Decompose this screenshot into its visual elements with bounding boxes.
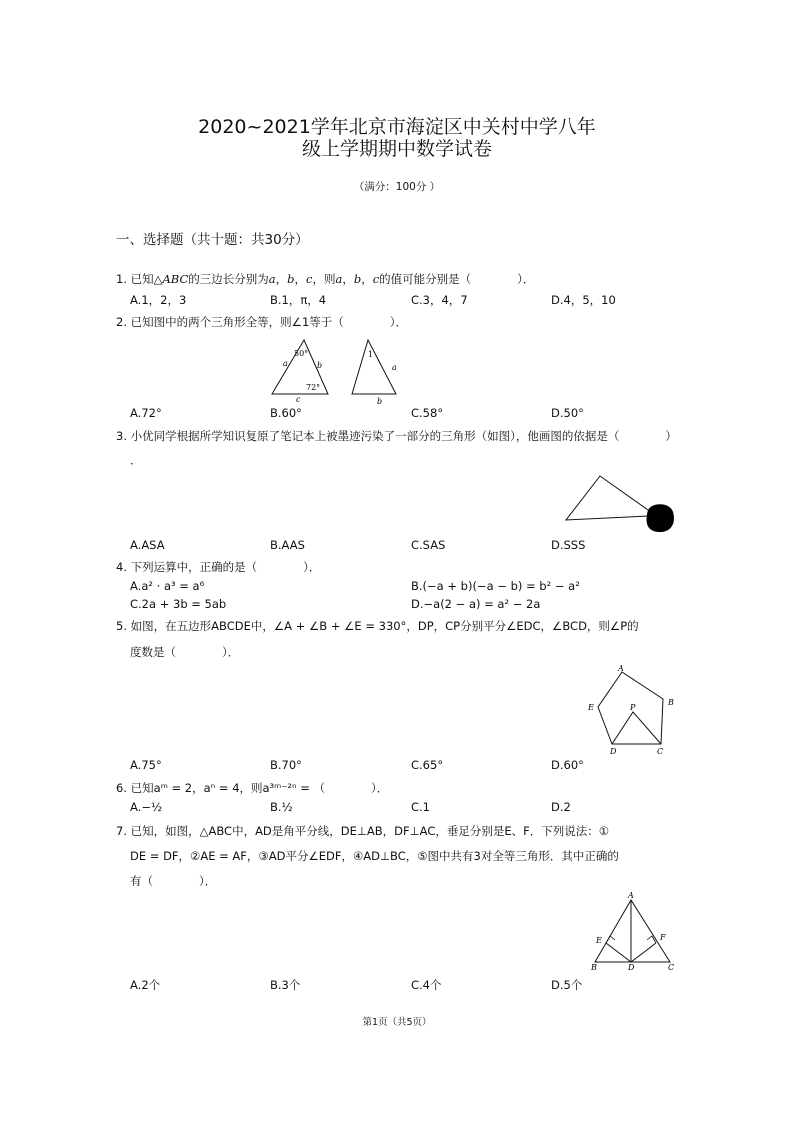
page-number: 第1页（共5页） [362, 1017, 432, 1028]
q5-label-P: P [630, 703, 636, 712]
q7-label-C: C [668, 963, 675, 972]
question-4-option-a[interactable]: A.a² · a³ = a⁶ [130, 579, 205, 593]
question-5-option-a[interactable]: A.75° [130, 758, 162, 772]
q2-angle-50: 50° [294, 349, 309, 358]
question-7-stem-cont-2: 有（ ）． [130, 874, 217, 888]
q5-label-B: B [668, 698, 674, 707]
question-2-option-c[interactable]: C.58° [411, 406, 444, 420]
question-3-option-a[interactable]: A.ASA [130, 538, 165, 552]
q5-label-D: D [610, 747, 617, 756]
q2-label-b-right: b [377, 397, 383, 406]
question-4-option-b[interactable]: B.(−a + b)(−a − b) = b² − a² [411, 579, 580, 593]
question-2-option-b[interactable]: B.60° [270, 406, 302, 420]
q2-label-a-right: a [392, 363, 397, 372]
section-title: 一、选择题（共十题：共30分） [116, 232, 309, 248]
question-7-option-a[interactable]: A.2个 [130, 978, 161, 992]
question-7-option-c[interactable]: C.4个 [411, 978, 442, 992]
question-6-option-b[interactable]: B.½ [270, 800, 293, 814]
question-4-option-c[interactable]: C.2a + 3b = 5ab [130, 597, 227, 611]
question-3-option-d[interactable]: D.SSS [551, 538, 586, 552]
question-6-option-c[interactable]: C.1 [411, 800, 431, 814]
q2-angle-1: 1 [368, 350, 374, 359]
question-1-option-a[interactable]: A.1，2，3 [130, 293, 187, 307]
question-5-stem-cont: 度数是（ ）． [130, 645, 240, 659]
page-title-line-2: 级上学期期中数学试卷 [301, 138, 492, 160]
question-3-stem-cont: ． [130, 453, 142, 467]
full-score-note: （满分：100分 ） [353, 181, 441, 193]
question-3-figure [560, 470, 680, 538]
q7-label-B: B [591, 963, 597, 972]
question-5-figure [585, 662, 680, 757]
question-3-option-c[interactable]: C.SAS [411, 538, 446, 552]
question-6-option-a[interactable]: A.−½ [130, 800, 163, 814]
q2-label-c-left: c [296, 395, 301, 404]
question-1-option-d[interactable]: D.4，5，10 [551, 293, 616, 307]
question-1-option-c[interactable]: C.3，4，7 [411, 293, 468, 307]
q7-label-D: D [628, 963, 635, 972]
question-3-stem: 3. 小优同学根据所学知识复原了笔记本上被墨迹污染了一部分的三角形（如图），他画图的依据是（ ） [116, 429, 677, 443]
page-title-line-1: 2020~2021学年北京市海淀区中关村中学八年 [198, 116, 596, 138]
question-6-stem: 6. 已知aᵐ = 2，aⁿ = 4，则a³ᵐ⁻²ⁿ = （ ）． [116, 781, 389, 795]
question-2-option-d[interactable]: D.50° [551, 406, 584, 420]
question-5-option-c[interactable]: C.65° [411, 758, 444, 772]
q7-label-E: E [596, 936, 602, 945]
question-6-option-d[interactable]: D.2 [551, 800, 571, 814]
question-5-stem: 5. 如图，在五边形ABCDE中，∠A + ∠B + ∠E = 330°，DP，CP分别平分∠EDC，∠BCD，则∠P的 [116, 619, 639, 633]
question-2-figure [268, 336, 418, 406]
q5-label-A: A [618, 664, 624, 673]
question-7-stem: 7. 已知，如图，△ABC中，AD是角平分线，DE⊥AB，DF⊥AC，垂足分别是E、F．下列说法：① [116, 824, 610, 838]
question-1-stem: 1. 已知△ABC的三边长分别为a，b，c，则a，b，c的值可能分别是（ ）． [116, 272, 535, 286]
question-5-option-d[interactable]: D.60° [551, 758, 584, 772]
question-1-option-b[interactable]: B.1，π，4 [270, 293, 327, 307]
question-7-figure [585, 890, 680, 975]
question-5-option-b[interactable]: B.70° [270, 758, 302, 772]
question-4-option-d[interactable]: D.−a(2 − a) = a² − 2a [411, 597, 541, 611]
q2-label-b-left: b [317, 361, 323, 370]
question-2-option-a[interactable]: A.72° [130, 406, 162, 420]
question-2-stem: 2. 已知图中的两个三角形全等，则∠1等于（ ）． [116, 315, 408, 329]
question-7-stem-cont: DE = DF，②AE = AF，③AD平分∠EDF，④AD⊥BC，⑤图中共有3对全等三角形．其中正确的 [130, 849, 619, 863]
q7-label-A: A [628, 891, 634, 900]
q2-label-a-left: a [283, 359, 288, 368]
q5-label-E: E [588, 703, 594, 712]
q2-angle-72: 72° [306, 383, 321, 392]
question-3-option-b[interactable]: B.AAS [270, 538, 305, 552]
question-7-option-d[interactable]: D.5个 [551, 978, 583, 992]
question-7-option-b[interactable]: B.3个 [270, 978, 301, 992]
q5-label-C: C [657, 747, 664, 756]
q7-label-F: F [660, 933, 666, 942]
question-4-stem: 4. 下列运算中，正确的是（ ）． [116, 560, 321, 574]
